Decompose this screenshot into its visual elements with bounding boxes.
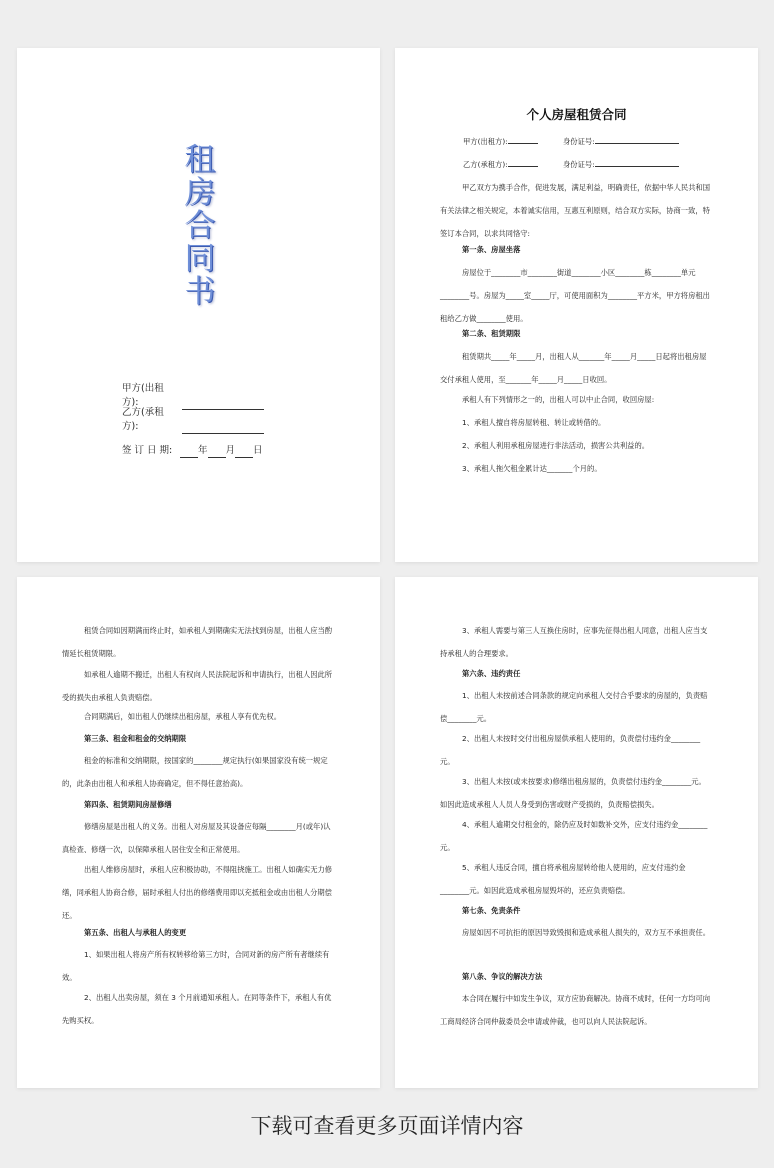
party-a-field xyxy=(463,135,538,147)
section-7-heading: 第七条、免责条件 xyxy=(462,906,521,915)
party-a-line xyxy=(182,397,264,410)
extension-paragraph: 租赁合同如因期满而终止时，如承租人到期确实无法找到房屋，出租人应当酌情延长租赁期限。 xyxy=(62,626,333,658)
section-6-heading: 第六条、违约责任 xyxy=(462,669,521,678)
section-5-heading: 第五条、出租人与承租人的变更 xyxy=(84,928,187,937)
id-b-label: 身份证号: xyxy=(563,160,595,169)
party-b-blank xyxy=(508,158,538,167)
party-b-field xyxy=(463,158,538,170)
party-b-label: 乙方(承租方): xyxy=(122,407,164,432)
day-blank xyxy=(235,446,253,458)
dispute-paragraph: 本合同在履行中如发生争议，双方应协商解决。协商不成时，任何一方均可向工商局经济合同仲裁委员会申请或仲裁，也可以向人民法院起诉。 xyxy=(440,994,711,1026)
violation-4: 4、承租人逾期交付租金的，除仍应及时如数补交外，应支付违约金________元。 xyxy=(440,820,708,852)
change-paragraph-1: 1、如果出租人将房产所有权转移给第三方时，合同对新的房产所有者继续有效。 xyxy=(62,950,330,982)
change-paragraph-2: 2、出租人出卖房屋，须在 3 个月前通知承租人。在同等条件下，承租人有优先购买权。 xyxy=(62,993,332,1025)
overdue-paragraph: 如承租人逾期不搬迁，出租人有权向人民法院起诉和申请执行，出租人因此所受的损失由承租人负责赔偿。 xyxy=(62,670,333,702)
intro-paragraph: 甲乙双方为携手合作，促进发展，满足利益，明确责任，依据中华人民共和国有关法律之相关规定，本着诚实信用，互惠互利原则，结合双方实际，协商一致，特签订本合同，以求共同恪守: xyxy=(440,183,711,238)
party-b-row xyxy=(122,407,264,434)
party-a-label: 甲方(出租方): xyxy=(463,137,508,146)
section-2-heading: 第二条、租赁期限 xyxy=(462,329,521,338)
violation-2: 2、出租人未按时交付出租房屋供承租人使用的，负责偿付违约金________元。 xyxy=(440,734,701,766)
priority-paragraph: 合同期满后，如出租人仍继续出租房屋，承租人享有优先权。 xyxy=(84,712,282,721)
id-b-field xyxy=(563,158,679,170)
month-blank xyxy=(208,446,226,458)
year-text: 年 xyxy=(198,445,208,456)
year-blank xyxy=(180,446,198,458)
section-1-heading: 第一条、房屋坐落 xyxy=(462,245,521,254)
id-a-field xyxy=(563,135,679,147)
violation-5: 5、承租人违反合同，擅自将承租房屋转给他人使用的，应支付违约金________元。如因此造成承租房屋毁坏的，还应负责赔偿。 xyxy=(440,863,686,895)
cover-fields xyxy=(122,383,264,458)
change-paragraph-3: 3、承租人需要与第三人互换住房时，应事先征得出租人同意，出租人应当支持承租人的合理要求。 xyxy=(440,626,708,658)
contract-page-1 xyxy=(395,48,758,562)
location-paragraph: 房屋位于________市________街道________小区________栋________单元________号。房屋为_____室_____厅，可使用面积为________平方米，甲方将房租出租给乙方做________使用。 xyxy=(440,268,710,323)
sign-date-row xyxy=(122,434,264,458)
id-a-blank xyxy=(595,135,679,144)
section-8-heading: 第八条、争议的解决方法 xyxy=(462,972,543,981)
more-pages-caption: 下载可查看更多页面详情内容 xyxy=(250,1114,524,1138)
term-paragraph: 租赁期共_____年_____月，出租人从_______年_____月_____日起将出租房屋交付承租人使用，至_______年_____月_____日收回。 xyxy=(440,352,707,384)
repair-paragraph-2: 出租人维修房屋时，承租人应积极协助，不得阻挠施工。出租人如确实无力修缮，同承租人协商合修，届时承租人付出的修缮费用即以充抵租金或由出租人分期偿还。 xyxy=(62,865,333,920)
party-b-label: 乙方(承租方): xyxy=(463,160,508,169)
section-4-heading: 第四条、租赁期间房屋修缮 xyxy=(84,800,172,809)
cover-page xyxy=(17,48,380,562)
conditions-intro: 承租人有下列情形之一的，出租人可以中止合同，收回房屋: xyxy=(462,395,655,404)
contract-title: 个人房屋租赁合同 xyxy=(526,107,627,122)
cover-title: 租房合同书 xyxy=(184,142,216,310)
exemption-paragraph: 房屋如因不可抗拒的原因导致毁损和造成承租人损失的，双方互不承担责任。 xyxy=(462,928,711,937)
rent-paragraph: 租金的标准和交纳期限，按国家的________规定执行(如果国家没有统一规定的，此条由出租人和承租人协商确定，但不得任意抬高)。 xyxy=(62,756,328,788)
condition-2: 2、承租人利用承租房屋进行非法活动，损害公共利益的。 xyxy=(462,441,650,450)
violation-3: 3、出租人未按(或未按要求)修缮出租房屋的，负责偿付违约金________元。如因此造成承租人人员人身受到伤害或财产受损的，负责赔偿损失。 xyxy=(440,777,706,809)
party-a-blank xyxy=(508,135,538,144)
contract-page-3 xyxy=(395,577,758,1088)
id-a-label: 身份证号: xyxy=(563,137,595,146)
section-3-heading: 第三条、租金和租金的交纳期限 xyxy=(84,734,187,743)
violation-1: 1、出租人未按前述合同条款的规定向承租人交付合乎要求的房屋的，负责赔偿________元。 xyxy=(440,691,708,723)
contract-page-2 xyxy=(17,577,380,1088)
condition-3: 3、承租人拖欠租金累计达_______个月的。 xyxy=(462,464,602,473)
repair-paragraph-1: 修缮房屋是出租人的义务。出租人对房屋及其设备应每隔________月(或年)认真检查、修缮一次，以保障承租人居住安全和正常使用。 xyxy=(62,822,331,854)
party-a-label: 甲方(出租方): xyxy=(122,383,164,408)
sign-date-label: 签 订 日 期: xyxy=(122,445,173,456)
day-text: 日 xyxy=(253,445,263,456)
condition-1: 1、承租人擅自将房屋转租、转让或转借的。 xyxy=(462,418,606,427)
month-text: 月 xyxy=(225,445,236,456)
party-b-line xyxy=(182,421,264,434)
id-b-blank xyxy=(595,158,679,167)
